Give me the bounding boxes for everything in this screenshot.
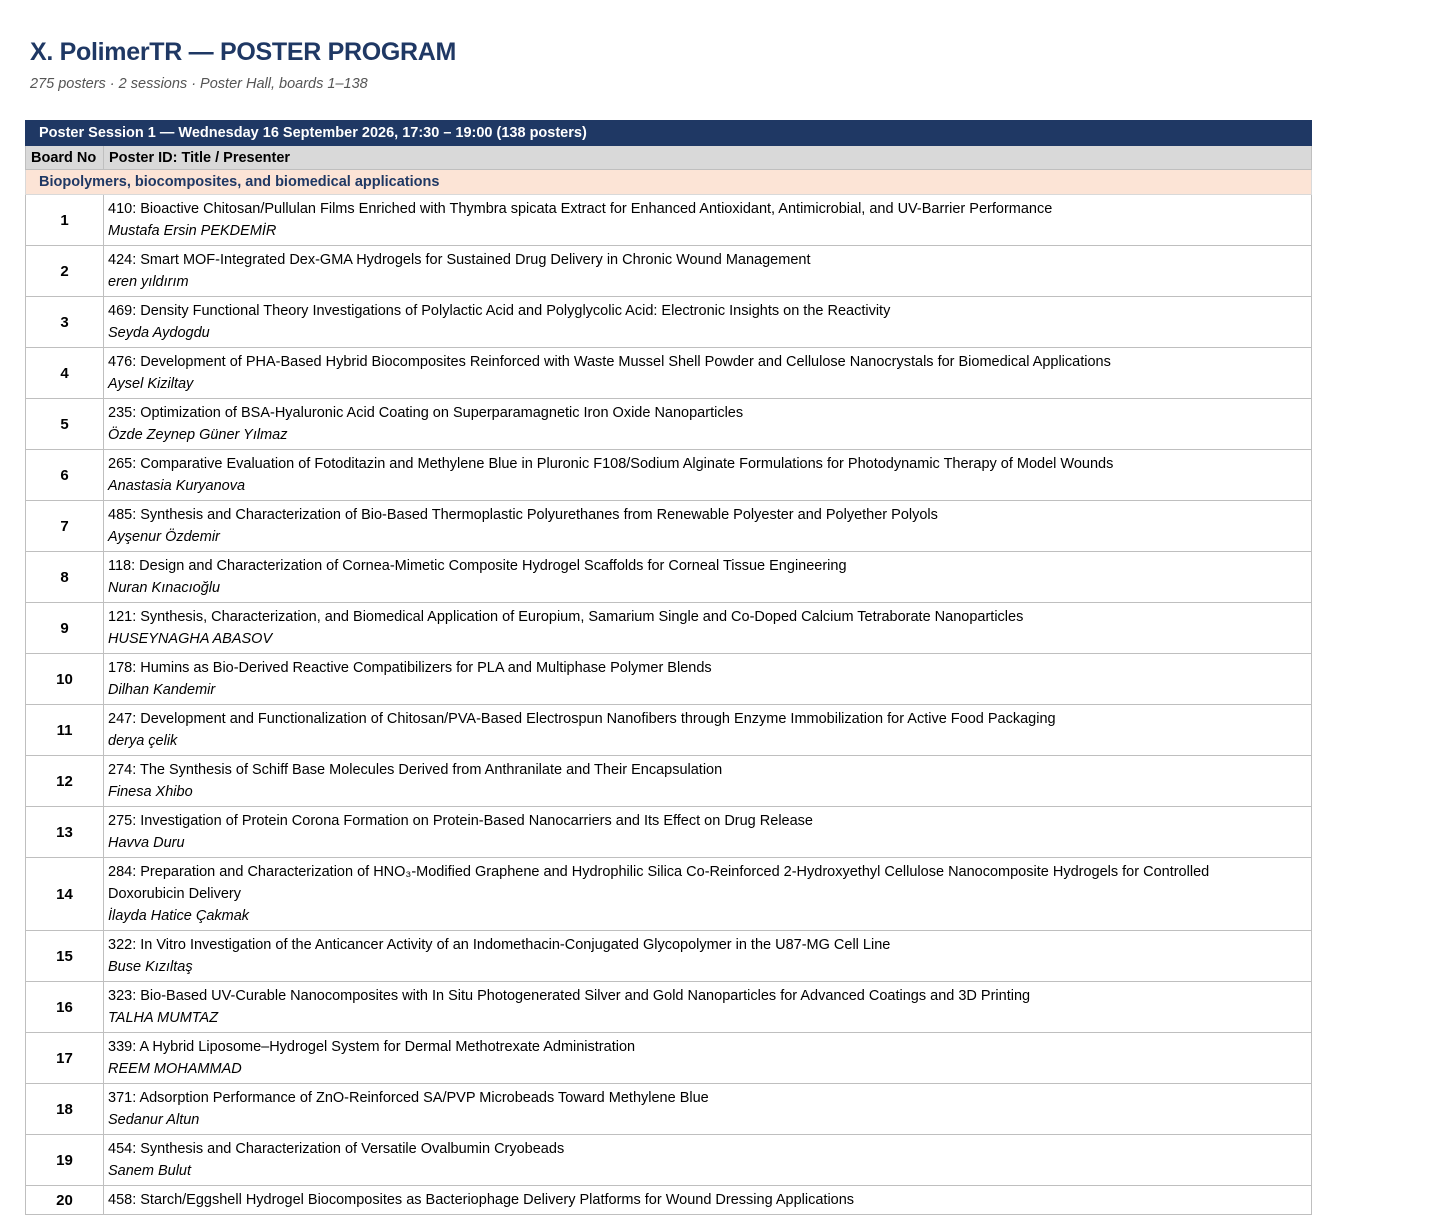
poster-presenter: Dilhan Kandemir	[108, 682, 216, 698]
poster-program-table	[25, 120, 1312, 1215]
poster-title: 322: In Vitro Investigation of the Anticancer Activity of an Indomethacin-Conjugated Glycopolymer in the U87-MG Cell Line	[108, 937, 891, 953]
board-number: 16	[26, 982, 104, 1033]
poster-title: 371: Adsorption Performance of ZnO-Reinforced SA/PVP Microbeads Toward Methylene Blue	[108, 1090, 709, 1106]
poster-presenter: Aysel Kiziltay	[108, 376, 194, 392]
poster-title: 178: Humins as Bio-Derived Reactive Compatibilizers for PLA and Multiphase Polymer Blends	[108, 660, 712, 676]
poster-row	[26, 1186, 1312, 1215]
poster-row	[26, 807, 1312, 858]
poster-title: 454: Synthesis and Characterization of Versatile Ovalbumin Cryobeads	[108, 1141, 565, 1157]
poster-row	[26, 931, 1312, 982]
poster-presenter: TALHA MUMTAZ	[108, 1010, 219, 1026]
session-header-row	[26, 121, 1312, 146]
poster-presenter: Mustafa Ersin PEKDEMİR	[108, 223, 277, 239]
poster-title: 235: Optimization of BSA-Hyaluronic Acid Coating on Superparamagnetic Iron Oxide Nanoparticles	[108, 405, 744, 421]
poster-row	[26, 348, 1312, 399]
poster-presenter: eren yıldırım	[108, 274, 189, 290]
session-header: Poster Session 1 — Wednesday 16 September 2026, 17:30 – 19:00 (138 posters)	[26, 121, 1312, 146]
board-number: 10	[26, 654, 104, 705]
board-number: 3	[26, 297, 104, 348]
program-table-body	[26, 121, 1312, 1215]
poster-title: 274: The Synthesis of Schiff Base Molecules Derived from Anthranilate and Their Encapsulation	[108, 762, 723, 778]
poster-title: 476: Development of PHA-Based Hybrid Biocomposites Reinforced with Waste Mussel Shell Powder and Cellulose Nanocrystals for Biomedical Applications	[108, 354, 1111, 370]
board-number: 17	[26, 1033, 104, 1084]
poster-row	[26, 982, 1312, 1033]
poster-entry	[104, 858, 1312, 931]
poster-row	[26, 756, 1312, 807]
poster-row	[26, 450, 1312, 501]
poster-title: 339: A Hybrid Liposome–Hydrogel System for Dermal Methotrexate Administration	[108, 1039, 636, 1055]
poster-title: 485: Synthesis and Characterization of Bio-Based Thermoplastic Polyurethanes from Renewable Polyester and Polyether Polyols	[108, 507, 938, 523]
poster-entry	[104, 1135, 1312, 1186]
poster-title: 247: Development and Functionalization of Chitosan/PVA-Based Electrospun Nanofibers through Enzyme Immobilization for Active Food Packaging	[108, 711, 1056, 727]
board-number: 1	[26, 195, 104, 246]
poster-title: 284: Preparation and Characterization of HNO₃-Modified Graphene and Hydrophilic Silica Co-Reinforced 2-Hydroxyethyl Cellulose Nanocomposite Hydrogels for Controlled Doxorubicin Delivery	[108, 864, 1210, 902]
poster-presenter: derya çelik	[108, 733, 178, 749]
poster-presenter: İlayda Hatice Çakmak	[108, 908, 250, 924]
poster-row	[26, 399, 1312, 450]
poster-entry	[104, 552, 1312, 603]
poster-presenter: Finesa Xhibo	[108, 784, 193, 800]
poster-entry	[104, 399, 1312, 450]
poster-entry	[104, 501, 1312, 552]
poster-entry	[104, 348, 1312, 399]
poster-entry	[104, 1186, 1312, 1215]
topic-label: Biopolymers, biocomposites, and biomedical applications	[26, 170, 1312, 195]
poster-title: 458: Starch/Eggshell Hydrogel Biocomposites as Bacteriophage Delivery Platforms for Wound Dressing Applications	[108, 1192, 855, 1208]
board-number: 20	[26, 1186, 104, 1215]
column-header-poster: Poster ID: Title / Presenter	[104, 146, 1312, 170]
board-number: 13	[26, 807, 104, 858]
poster-entry	[104, 450, 1312, 501]
poster-entry	[104, 705, 1312, 756]
poster-row	[26, 297, 1312, 348]
poster-row	[26, 1135, 1312, 1186]
poster-title: 118: Design and Characterization of Cornea-Mimetic Composite Hydrogel Scaffolds for Corneal Tissue Engineering	[108, 558, 847, 574]
poster-row	[26, 246, 1312, 297]
board-number: 9	[26, 603, 104, 654]
board-number: 8	[26, 552, 104, 603]
board-number: 19	[26, 1135, 104, 1186]
poster-title: 265: Comparative Evaluation of Fotoditazin and Methylene Blue in Pluronic F108/Sodium Alginate Formulations for Photodynamic Therapy of Model Wounds	[108, 456, 1114, 472]
poster-entry	[104, 195, 1312, 246]
poster-row	[26, 705, 1312, 756]
poster-entry	[104, 603, 1312, 654]
poster-entry	[104, 982, 1312, 1033]
poster-title: 275: Investigation of Protein Corona Formation on Protein-Based Nanocarriers and Its Effect on Drug Release	[108, 813, 813, 829]
poster-presenter: Havva Duru	[108, 835, 185, 851]
poster-entry	[104, 246, 1312, 297]
poster-entry	[104, 1084, 1312, 1135]
column-header-row	[26, 146, 1312, 170]
poster-row	[26, 1084, 1312, 1135]
poster-row	[26, 858, 1312, 931]
poster-row	[26, 603, 1312, 654]
poster-row	[26, 552, 1312, 603]
column-header-board: Board No	[26, 146, 104, 170]
poster-entry	[104, 297, 1312, 348]
document-subtitle: 275 posters · 2 sessions · Poster Hall, boards 1–138	[30, 76, 368, 92]
poster-presenter: Özde Zeynep Güner Yılmaz	[108, 427, 288, 443]
poster-presenter: REEM MOHAMMAD	[108, 1061, 242, 1077]
poster-presenter: Anastasia Kuryanova	[108, 478, 246, 494]
poster-row	[26, 501, 1312, 552]
board-number: 15	[26, 931, 104, 982]
board-number: 12	[26, 756, 104, 807]
poster-program-sheet	[25, 120, 1311, 1215]
poster-title: 424: Smart MOF-Integrated Dex-GMA Hydrogels for Sustained Drug Delivery in Chronic Wound Management	[108, 252, 811, 268]
board-number: 5	[26, 399, 104, 450]
topic-header-row	[26, 170, 1312, 195]
poster-title: 121: Synthesis, Characterization, and Biomedical Application of Europium, Samarium Single and Co-Doped Calcium Tetraborate Nanoparticles	[108, 609, 1024, 625]
poster-presenter: HUSEYNAGHA ABASOV	[108, 631, 273, 647]
board-number: 2	[26, 246, 104, 297]
board-number: 4	[26, 348, 104, 399]
board-number: 11	[26, 705, 104, 756]
poster-presenter: Sanem Bulut	[108, 1163, 192, 1179]
poster-presenter: Buse Kızıltaş	[108, 959, 193, 975]
board-number: 18	[26, 1084, 104, 1135]
board-number: 14	[26, 858, 104, 931]
board-number: 6	[26, 450, 104, 501]
poster-presenter: Seyda Aydogdu	[108, 325, 210, 341]
poster-row	[26, 654, 1312, 705]
poster-presenter: Ayşenur Özdemir	[108, 529, 220, 545]
poster-title: 469: Density Functional Theory Investigations of Polylactic Acid and Polyglycolic Acid: Electronic Insights on the Reactivity	[108, 303, 891, 319]
board-number: 7	[26, 501, 104, 552]
poster-title: 323: Bio-Based UV-Curable Nanocomposites with In Situ Photogenerated Silver and Gold Nanoparticles for Advanced Coatings and 3D Printing	[108, 988, 1031, 1004]
poster-title: 410: Bioactive Chitosan/Pullulan Films Enriched with Thymbra spicata Extract for Enhanced Antioxidant, Antimicrobial, and UV-Barrier Performance	[108, 201, 1053, 217]
poster-presenter: Sedanur Altun	[108, 1112, 200, 1128]
poster-entry	[104, 654, 1312, 705]
poster-entry	[104, 807, 1312, 858]
document-title: X. PolimerTR — POSTER PROGRAM	[30, 38, 457, 66]
poster-entry	[104, 931, 1312, 982]
poster-entry	[104, 756, 1312, 807]
poster-entry	[104, 1033, 1312, 1084]
poster-presenter: Nuran Kınacıoğlu	[108, 580, 221, 596]
poster-row	[26, 1033, 1312, 1084]
poster-row	[26, 195, 1312, 246]
